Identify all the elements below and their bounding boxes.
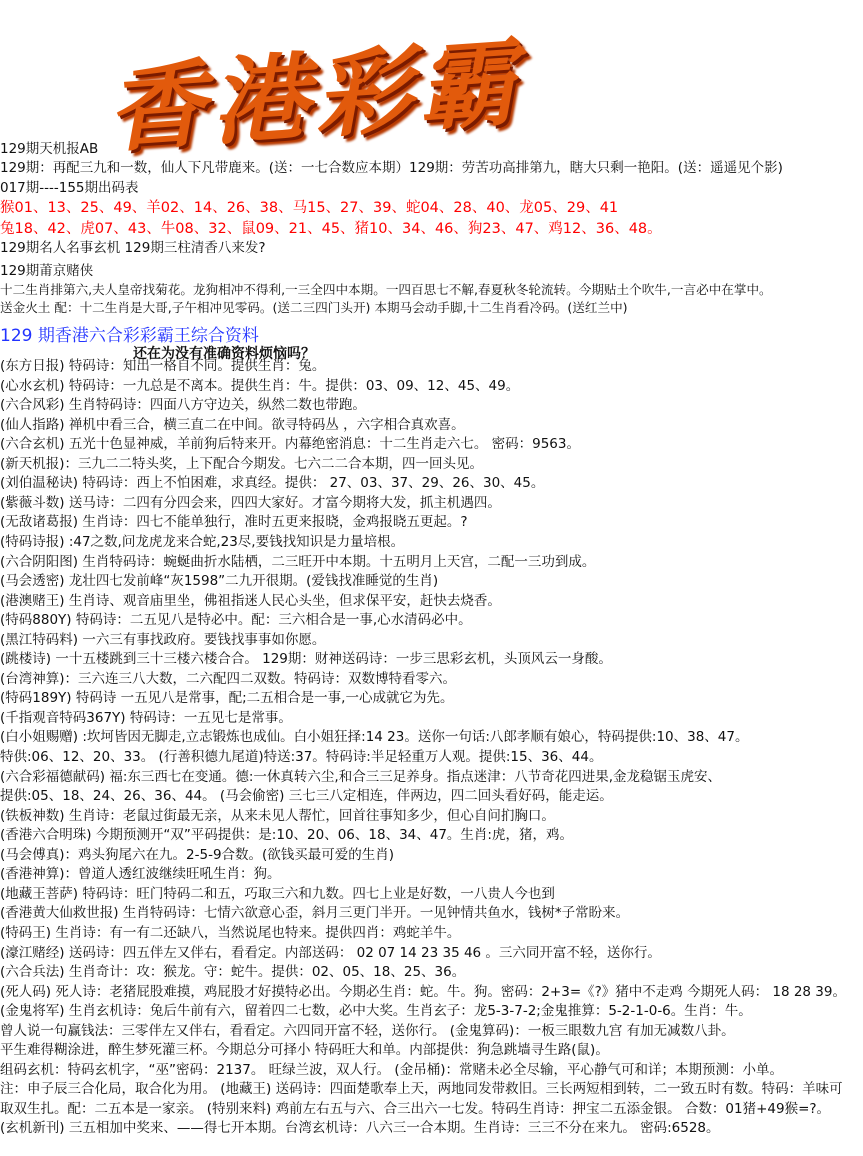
mid-line-1: 129期名人名事玄机 129期三柱清香八来发? [0,240,266,256]
header-line-3: 017期----155期出码表 [0,180,139,196]
tip-item: (心水玄机) 特码诗：一九总是不离本。提供生肖：牛。提供：03、09、12、45、49。 [0,377,520,394]
tip-item: (跳楼诗) 一十五楼跳到三十三楼六楼合合。 129期：财神送码诗：一步三思彩玄机，头顶风云一身酸。 [0,651,612,668]
tip-item: (铁板神数) 生肖诗：老鼠过街最无亲，从来未见人帮忙，回首往事知多少，但心自问扪胸口。 [0,807,555,824]
tip-item: (刘伯温秘诀) 特码诗：西上不怕困难，求真经。提供： 27、03、37、29、26、30、45。 [0,475,545,492]
header-line-1: 129期天机报AB [0,141,99,157]
tip-item: (仙人指路) 禅机中看三合，横三直二在中间。欲寻特码丛 ，六字相合真欢喜。 [0,416,465,433]
header-line-2: 129期：再配三九和一数，仙人下凡带鹿来。(送：一七合数应本期）129期：劳苦功高排第九，瞎大只剩一艳阳。(送：遥遥见个影) [0,160,783,176]
tip-item: (千指观音特码367Y) 特码诗：一五见七是常事。 [0,709,292,726]
tip-item: 特供:06、12、20、33。 (行善积德九尾道)特送:37。特码诗:半足轻重万人观。提供:15、36、44。 [0,749,603,765]
mid-line-2: 129期莆京赌侠 [0,263,94,279]
tip-item: (台湾神算)：三六连三八大数，二六配四二双数。特码诗：双数博特看零六。 [0,670,457,687]
tip-item: (港澳赌王) 生肖诗、观音庙里坐，佛祖指迷人民心头坐，但求保平安，赶快去烧香。 [0,592,501,609]
mid-line-3: 十二生肖排第六,夫人皇帝找菊花。龙狗相冲不得利,一三全四中本期。一四百思七不解,春夏秋冬轮流转。今期贴土个吹牛,一言必中在掌中。 [0,282,772,297]
hong-kong-lottery-logo [105,20,540,167]
tip-item: (特码王) 生肖诗：有一有二还缺八，当然说尾也特来。提供四肖：鸡蛇羊牛。 [0,924,461,941]
tip-item: (六合阴阳图) 生肖特码诗：蜿蜒曲折水陆栖，二三旺开中本期。十五明月上天宫，二配一三功到成。 [0,553,596,570]
tip-item: (香港黄大仙救世报) 生肖特码诗：七情六欲意心歪，斜月三更门半开。一见钟情共鱼水，钱树*子常盼来。 [0,905,630,922]
tip-item: (东方日报) 特码诗：知出一格自不同。提供生肖：兔。 [0,358,326,374]
tip-item: (新天机报)：三九二二特头奖，上下配合今期发。七六二二合本期，四一回头见。 [0,455,484,472]
tip-item: (六合风彩) 生肖特码诗：四面八方守边关，纵然二数也带跑。 [0,397,366,414]
logo-text: 香港彩霸 [105,24,540,167]
tip-item: (特码诗报) :47之数,问龙虎龙来合蛇,23尽,要钱找知识是力量培根。 [0,533,405,550]
tip-item: (黑江特码料) 一六三有事找政府。要钱找事事如你愿。 [0,631,326,648]
tip-item: (六合彩福德献码) 福:东三西七在变通。德:一休真转六尘,和合三三足养身。指点迷津：八节奇花四进果,金龙稳锯玉虎安、 [0,768,722,785]
tip-item: 取双生扎。配：二五本是一家亲。 (特别来料) 鸡前左右五与六、合三出六一七发。特码生肖诗：押宝二五添金银。 合数：01猪+49猴=?。 [0,1100,831,1117]
tip-item: (地藏王菩萨) 特码诗：旺门特码二和五，巧取三六和九数。四七上业是好数，一八贵人今也到 [0,885,555,902]
tip-item: 组码玄机：特码玄机字，“巫”密码：2137。 旺绿兰波，双人行。 (金吊桶)：常赌未必全尽输，平心静气可和详；本期预测：小单。 [0,1061,783,1078]
zodiac-codes-row-1: 猴01、13、25、49、羊02、14、26、38、马15、27、39、蛇04、28、40、龙05、29、41 [0,200,619,216]
tip-item: (紫薇斗数) 送马诗：二四有分四会来，四四大家好。才富今期将大发，抓主机遇四。 [0,494,501,511]
tip-item: (六合玄机) 五光十色显神威，羊前狗后特来开。内幕绝密消息：十二生肖走六七。 密码：9563。 [0,436,580,453]
tip-item: (六合兵法) 生肖奇计：攻：猴龙。守：蛇牛。提供：02、05、18、25、36。 [0,964,466,981]
tip-item: (香港神算)：曾道人透红波继续旺吼生肖：狗。 [0,866,281,883]
tip-item: (马会傅真)：鸡头狗尾六在九。2-5-9合数。(欲钱买最可爱的生肖) [0,846,395,863]
zodiac-codes-row-2: 兔18、42、虎07、43、牛08、32、鼠09、21、45、猪10、34、46、狗23、47、鸡12、36、48。 [0,221,662,237]
tip-item: (无敌诸葛报) 生肖诗：四七不能单独行，准时五更来报晓，金鸡报晓五更起。? [0,514,468,531]
mid-line-4: 送金火土 配：十二生肖是大哥,子午相冲见零码。(送二三四门头开) 本期马会动手脚,十二生肖看冷码。(送红兰中) [0,300,628,315]
tip-item: (白小姐赐赠) :坎坷皆因无脚走,立志锻炼也成仙。白小姐狂择:14 23。送你一句话:八郎孝顺有娘心，特码提供:10、38、47。 [0,729,749,746]
tip-item: 曾人说一句赢钱法：三零伴左又伴右，看看定。六四同开富不轻，送你行。 (金鬼算码)：一板三眼数九宫 有加无减数八卦。 [0,1022,735,1039]
tip-item: (濠江赌经) 送码诗：四五伴左又伴右，看看定。内部送码： 02 07 14 23 35 46 。三六同开富不轻，送你行。 [0,944,661,961]
tip-item: (香港六合明珠) 今期预测开“双”平码提供：是:10、20、06、18、34、47。生肖:虎，猪，鸡。 [0,827,573,844]
tip-item: 提供:05、18、24、26、36、44。 (马会偷密) 三七三八定相连，伴两边，四二回头看好码，能走运。 [0,788,613,805]
tip-item: (金鬼将军) 生肖玄机诗：兔后牛前有六，留着四二七数，必中大奖。生肖玄子：龙5-3-7-2;金鬼推算：5-2-1-0-6。生肖：牛。 [0,1003,752,1020]
overlay-headline: 还在为没有准确资料烦恼吗？ [133,346,315,362]
tip-item: (特码880Y) 特码诗：二五见八是特必中。配：三六相合是一事,心水清码必中。 [0,612,472,629]
tip-item: 平生难得糊涂进，醉生梦死灌三杯。今期总分可择小 特码旺大和单。内部提供：狗急跳墙寻生路(鼠)。 [0,1042,609,1059]
tip-item: (玄机新刊) 三五相加中奖来、——得七开本期。台湾玄机诗：八六三一合本期。生肖诗：三三不分在来九。 密码:6528。 [0,1120,720,1137]
section-title: 129 期香港六合彩彩霸王综合资料 [0,326,259,346]
tip-item: 注：申子辰三合化局，取合化为用。 (地藏王) 送码诗：四面楚歌奉上天，两地同发带救旧。三长两短相到转，二一致五时有数。特码：羊味可 [0,1081,843,1098]
tip-item: (死人码) 死人诗：老猪屁股难摸，鸡屁股才好摸特必出。今期必生肖：蛇。牛。狗。密码：2+3=《?》猪中不走鸡 今期死人码： 18 28 39。 [0,983,846,1000]
tip-item: (特码189Y) 特码诗 一五见八是常事，配;二五相合是一事,一心成就它为先。 [0,690,454,707]
tip-item: (马会透密) 龙壮四七发前峰“灰1598”二九开很期。(爱钱找准睡觉的生肖) [0,573,439,590]
